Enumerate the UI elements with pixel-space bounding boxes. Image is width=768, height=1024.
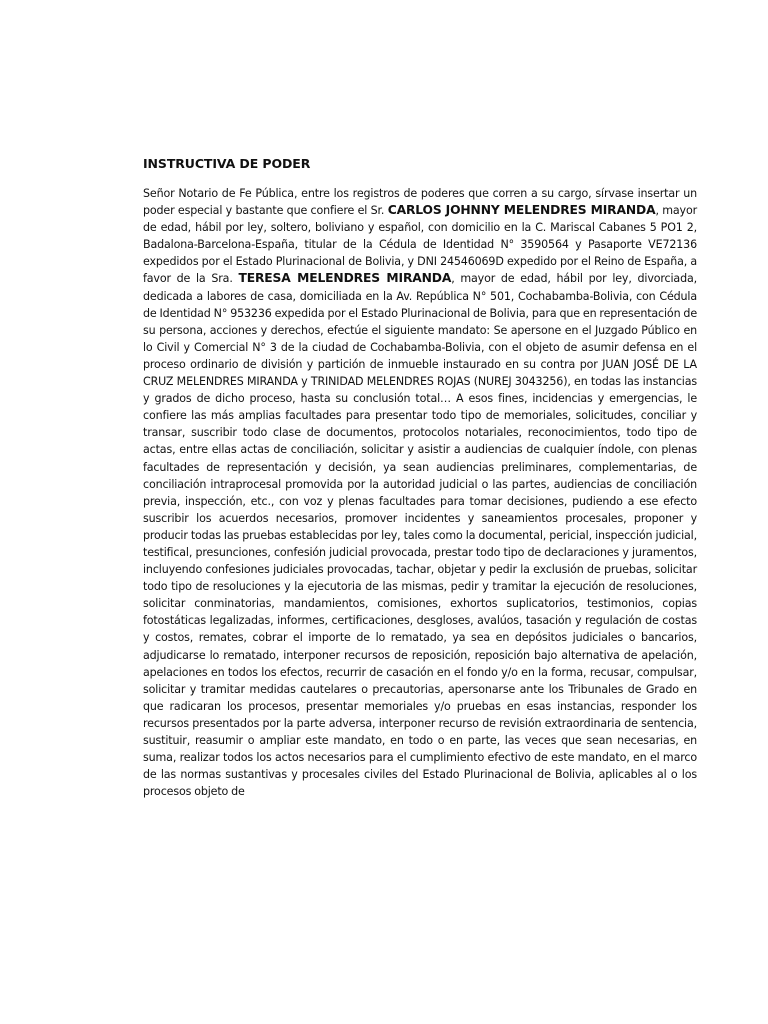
- mandate-paragraph: [143, 185, 697, 800]
- document-content: [143, 155, 697, 800]
- paragraph-grantor-details-text: , mayor de edad, hábil por ley, soltero, boliviano y español, con domicilio en la C. Mariscal Cabanes 5 PO1 2, Badalona-Barcelona-España, titular de la Cédula de Identidad N° 3590564 y Pasaporte VE72136 expedidos por el Estado Plurinacional de Bolivia, y DNI 24546069D expedido por el Reino de España, a favor de la Sra.: [143, 204, 697, 286]
- paragraph-intro-text: Señor Notario de Fe Pública, entre los registros de poderes que corren a su cargo, sírvase insertar un poder especial y bastante que confiere el Sr.: [143, 187, 697, 218]
- document-title: INSTRUCTIVA DE PODER: [143, 156, 311, 171]
- grantor-name: CARLOS JOHNNY MELENDRES MIRANDA: [387, 203, 656, 218]
- attorney-name: TERESA MELENDRES MIRANDA: [238, 271, 452, 286]
- paragraph-mandate-text: , mayor de edad, hábil por ley, divorciada, dedicada a labores de casa, domiciliada en la Av. República N° 501, Cochabamba-Bolivia, con Cédula de Identidad N° 953236 expedida por el Estado Plurinacional de Bolivia, para que en representación de su persona, acciones y derechos, efectúe el siguiente mandato: Se apersone en el Juzgado Público en lo Civil y Comercial N° 3 de la ciudad de Cochabamba-Bolivia, con el objeto de asumir defensa en el proceso ordinario de división y partición de inmueble instaurado en su contra por JUAN JOSÉ DE LA CRUZ MELENDRES MIRANDA y TRINIDAD MELENDRES ROJAS (NUREJ 3043256), en todas las instancias y grados de dicho proceso, hasta su conclusión total… A esos fines, incidencias y emergencias, le confiere las más amplias facultades para presentar todo tipo de memoriales, solicitudes, conciliar y transar, suscribir todo clase de documentos, protocolos notariales, reconocimientos, todo tipo de actas, entre ellas actas de conciliación, solicitar y asistir a audiencias de cualquier índole, con plenas facultades de representación y decisión, ya sean audiencias preliminares, complementarias, de conciliación intraprocesal promovida por la autoridad judicial o las partes, audiencias de conciliación previa, inspección, etc., con voz y plenas facultades para tomar decisiones, pudiendo a ese efecto suscribir los acuerdos necesarios, promover incidentes y saneamientos procesales, proponer y producir todas las pruebas establecidas por ley, tales como la documental, pericial, inspección judicial, testifical, presunciones, confesión judicial provocada, prestar todo tipo de declaraciones y juramentos, incluyendo confesiones judiciales provocadas, tachar, objetar y pedir la exclusión de pruebas, solicitar todo tipo de resoluciones y la ejecutoria de las mismas, pedir y tramitar la ejecución de resoluciones, solicitar conminatorias, mandamientos, comisiones, exhortos suplicatorios, testimonios, copias fotostáticas legalizadas, informes, certificaciones, desgloses, avalúos, tasación y regulación de costas y costos, remates, cobrar el importe de lo rematado, ya sea en depósitos judiciales o bancarios, adjudicarse lo rematado, interponer recursos de reposición, reposición bajo alternativa de apelación, apelaciones en todos los efectos, recurrir de casación en el fondo y/o en la forma, recusar, compulsar, solicitar y tramitar medidas cautelares o precautorias, apersonarse ante los Tribunales de Grado en que radicaran los procesos, presentar memoriales y/o pruebas en esas instancias, responder los recursos presentados por la parte adversa, interponer recurso de revisión extraordinaria de sentencia, sustituir, reasumir o ampliar este mandato, en todo o en parte, las veces que sean necesarias, en suma, realizar todos los actos necesarios para el cumplimiento efectivo de este mandato, en el marco de las normas sustantivas y procesales civiles del Estado Plurinacional de Bolivia, aplicables al o los procesos objeto de: [143, 272, 697, 799]
